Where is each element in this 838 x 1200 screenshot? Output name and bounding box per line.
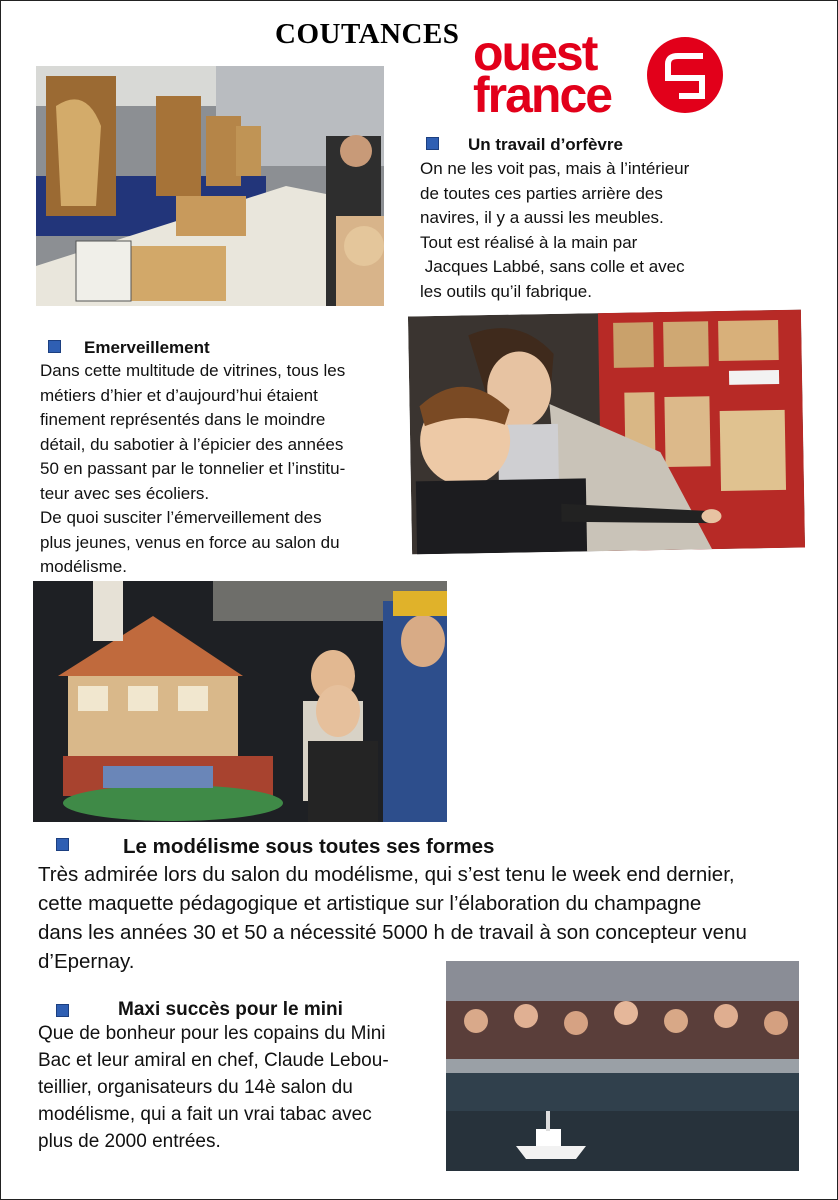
text-line: modélisme. <box>40 557 127 576</box>
heading-orfevre: Un travail d’orfèvre <box>468 135 623 154</box>
bullet-emerveillement <box>48 340 61 353</box>
text-line: Jacques Labbé, sans colle et avec <box>420 257 685 276</box>
text-line: Tout est réalisé à la main par <box>420 232 638 252</box>
photo-ship-models <box>36 66 384 306</box>
text-line: Très admirée lors du salon du modélisme, qui s’est tenu le week end dernier, <box>38 863 735 886</box>
bullet-maxi <box>56 1004 69 1017</box>
text-line: On ne les voit pas, mais à l’intérieur <box>420 159 690 178</box>
heading-emerveillement: Emerveillement <box>84 338 210 357</box>
text-line: finement représentés dans le moindre <box>40 410 326 429</box>
text-line: navires, il y a aussi les meubles. <box>420 208 664 227</box>
text-line: Bac et leur amiral en chef, Claude Lebou- <box>38 1050 389 1071</box>
text-line: plus jeunes, venus en force au salon du <box>40 532 340 552</box>
bullet-formes <box>56 838 69 851</box>
heading-formes: Le modélisme sous toutes ses formes <box>123 835 495 858</box>
logo-word-ouest: ouest <box>473 26 597 81</box>
photo-children-vitrines <box>408 310 805 555</box>
page-title: COUTANCES <box>275 18 460 50</box>
text-line: détail, du sabotier à l’épicier des années <box>40 434 344 454</box>
heading-maxi: Maxi succès pour le mini <box>118 999 343 1020</box>
text-line: modélisme, qui a fait un vrai tabac avec <box>38 1104 372 1125</box>
photo-boat-pool <box>446 961 799 1171</box>
text-emerveillement <box>40 359 345 580</box>
text-maxi <box>38 1020 389 1155</box>
text-line: 50 en passant par le tonnelier et l’institu- <box>40 459 346 478</box>
text-line: cette maquette pédagogique et artistique sur l’élaboration du champagne <box>38 892 702 915</box>
text-line: les outils qu’il fabrique. <box>420 281 592 301</box>
text-line: dans les années 30 et 50 a nécessité 5000 h de travail à son concepteur venu <box>38 921 747 944</box>
text-line: Que de bonheur pour les copains du Mini <box>38 1023 386 1044</box>
text-line: métiers d’hier et d’aujourd’hui étaient <box>40 385 318 405</box>
text-line: teur avec ses écoliers. <box>40 483 210 503</box>
text-line: De quoi susciter l’émerveillement des <box>40 508 322 527</box>
text-orfevre <box>420 157 689 304</box>
bullet-orfevre <box>426 137 439 150</box>
logo-word-france: france <box>473 67 612 118</box>
text-line: plus de 2000 entrées. <box>38 1131 221 1152</box>
text-formes <box>38 860 747 976</box>
text-line: Dans cette multitude de vitrines, tous les <box>40 361 346 380</box>
ouest-france-logo <box>470 26 730 118</box>
photo-champagne-model <box>33 581 447 822</box>
text-line: d’Epernay. <box>38 950 135 973</box>
text-line: teillier, organisateurs du 14è salon du <box>38 1077 353 1098</box>
text-line: de toutes ces parties arrière des <box>420 183 663 203</box>
